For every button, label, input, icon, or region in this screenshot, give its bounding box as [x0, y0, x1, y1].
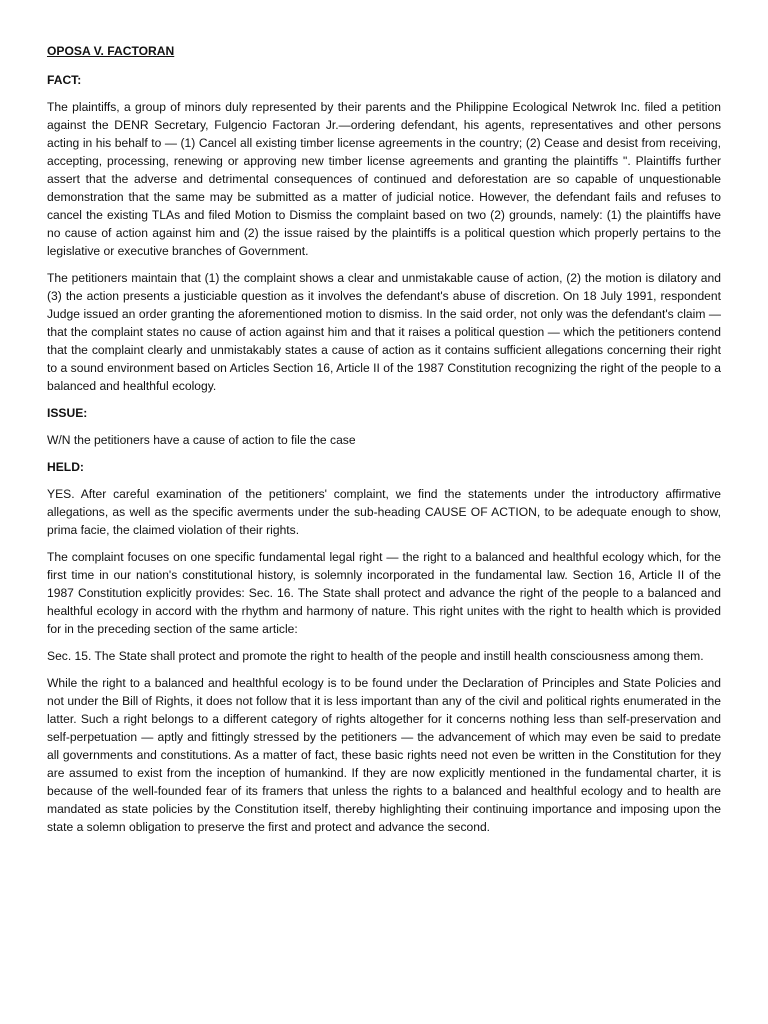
- issue-heading: ISSUE:: [47, 406, 88, 420]
- held-heading: HELD:: [47, 460, 84, 474]
- held-paragraph: The complaint focuses on one specific fundamental legal right — the right to a balanced and healthful ecology which, for the first time in our nation's constitutional history, is solemnly incorporated in the fundamental law. Section 16, Article II of the 1987 Constitution explicitly provides: Sec. 16. The State shall protect and advance the right of the people to a balanced and healthful ecology in accord with the rhythm and harmony of nature. This right unites with the right to health which is provided for in the preceding section of the same article:: [47, 550, 721, 636]
- issue-text: W/N the petitioners have a cause of action to file the case: [47, 433, 356, 447]
- held-paragraph: Sec. 15. The State shall protect and promote the right to health of the people and instill health consciousness among them.: [47, 649, 704, 663]
- fact-paragraph: The petitioners maintain that (1) the complaint shows a clear and unmistakable cause of action, (2) the motion is dilatory and (3) the action presents a justiciable question as it involves the defendant's abuse of discretion. On 18 July 1991, respondent Judge issued an order granting the aforementioned motion to dismiss. In the said order, not only was the defendant's claim — that the complaint states no cause of action against him and that it raises a political question — which the petitioners contend that the complaint clearly and unmistakably states a cause of action as it contains sufficient allegations concerning their right to a sound environment based on Articles Section 16, Article II of the 1987 Constitution recognizing the right of the people to a balanced and healthful ecology.: [47, 271, 721, 393]
- held-paragraph: While the right to a balanced and healthful ecology is to be found under the Declaration of Principles and State Policies and not under the Bill of Rights, it does not follow that it is less important than any of the civil and political rights enumerated in the latter. Such a right belongs to a different category of rights altogether for it concerns nothing less than self-preservation and self-perpetuation — aptly and fittingly stressed by the petitioners — the advancement of which may even be said to predate all governments and constitutions. As a matter of fact, these basic rights need not even be written in the Constitution for they are assumed to exist from the inception of humankind. If they are now explicitly mentioned in the fundamental charter, it is because of the well-founded fear of its framers that unless the rights to a balanced and healthful ecology and to health are mandated as state policies by the Constitution itself, thereby highlighting their continuing importance and imposing upon the state a solemn obligation to preserve the first and protect and advance the second.: [47, 676, 721, 834]
- case-title: OPOSA V. FACTORAN: [47, 44, 175, 58]
- held-paragraph: YES. After careful examination of the petitioners' complaint, we find the statements under the introductory affirmative allegations, as well as the specific averments under the sub-heading CAUSE OF ACTION, to be adequate enough to show, prima facie, the claimed violation of their rights.: [47, 487, 721, 537]
- document-page: [47, 42, 721, 845]
- fact-paragraph: The plaintiffs, a group of minors duly represented by their parents and the Philippine Ecological Netwrok Inc. filed a petition against the DENR Secretary, Fulgencio Factoran Jr.—ordering defendant, his agents, representatives and other persons acting in his behalf to — (1) Cancel all existing timber license agreements in the country; (2) Cease and desist from receiving, accepting, processing, renewing or approving new timber license agreements and granting the plaintiffs ". Plaintiffs further assert that the adverse and detrimental consequences of continued and deforestation are so capable of unquestionable demonstration that the same may be submitted as a matter of judicial notice. However, the defendant fails and refuses to cancel the existing TLAs and filed Motion to Dismiss the complaint based on two (2) grounds, namely: (1) the plaintiffs have no cause of action against him and (2) the issue raised by the plaintiffs is a political question which properly pertains to the legislative or executive branches of Government.: [47, 100, 721, 258]
- fact-heading: FACT:: [47, 73, 82, 87]
